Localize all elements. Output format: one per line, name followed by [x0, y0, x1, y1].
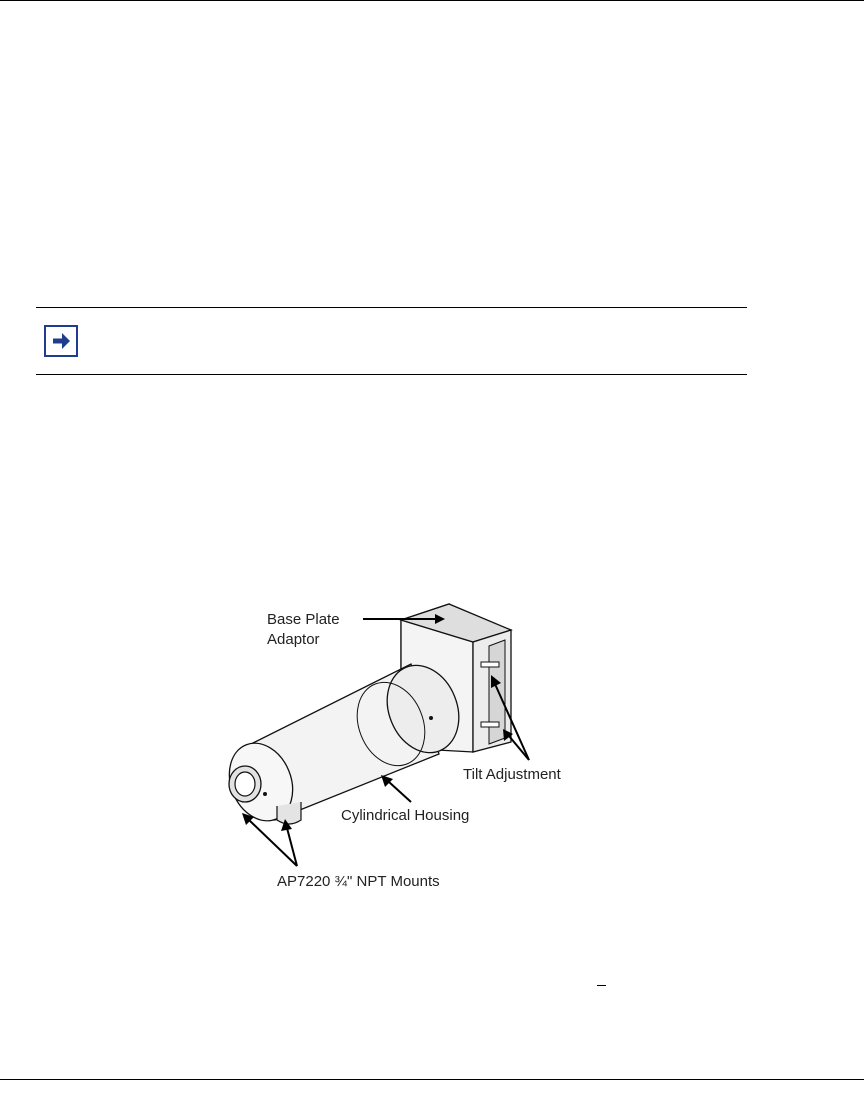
arrow-right-icon — [44, 325, 78, 357]
label-npt-mounts: AP7220 ¾" NPT Mounts — [277, 873, 440, 890]
note-bottom-rule — [36, 374, 747, 375]
note-top-rule — [36, 307, 747, 308]
label-base-plate-line2: Adaptor — [267, 631, 320, 648]
bracket-lip — [489, 640, 505, 744]
tilt-slot-top — [481, 662, 499, 667]
label-base-plate-line1: Base Plate — [267, 611, 340, 628]
page-top-rule — [0, 0, 864, 1]
tilt-slot-bottom — [481, 722, 499, 727]
label-tilt-adjustment: Tilt Adjustment — [463, 766, 561, 783]
text-cursor-mark — [597, 985, 606, 986]
mounting-bracket-figure — [205, 598, 610, 898]
page-bottom-rule — [0, 1079, 864, 1080]
label-cylindrical-housing: Cylindrical Housing — [341, 807, 470, 824]
